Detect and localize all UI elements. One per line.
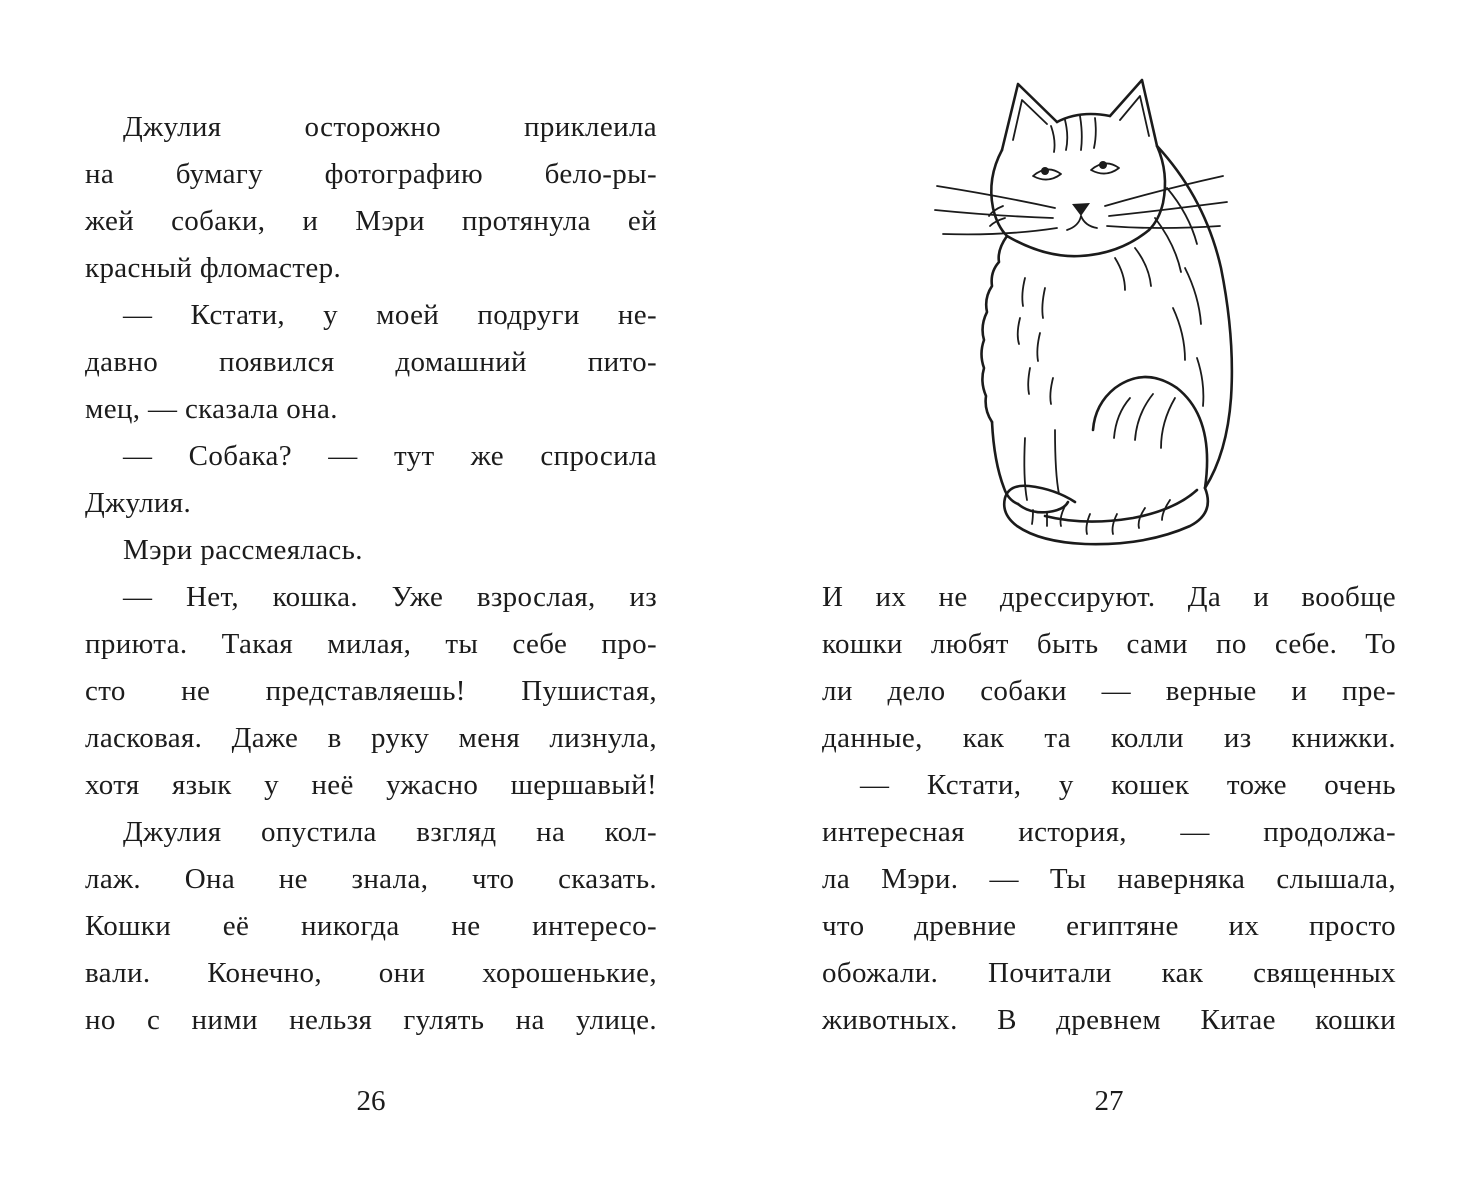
text-line: мец, — сказала она. [85,393,338,425]
text-line: ласковая. Даже в руку меня лизнула, [85,722,657,754]
right-page-number: 27 [1094,1085,1124,1117]
text-line: вали. Конечно, они хорошенькие, [85,957,657,989]
text-line: интересная история, — продолжа- [822,816,1396,848]
text-line: красный фломастер. [85,252,342,284]
text-line: лаж. Она не знала, что сказать. [85,863,657,895]
text-line: Джулия осторожно приклеила [123,111,657,143]
text-line: обожали. Почитали как священных [822,957,1396,989]
text-line: кошки любят быть сами по себе. То [822,628,1396,660]
cat-sketch-icon [905,58,1305,570]
text-line: — Кстати, у моей подруги не- [123,299,657,331]
text-line: Кошки её никогда не интересо- [85,910,657,942]
right-text-column [822,574,1396,1044]
text-line: — Нет, кошка. Уже взрослая, из [123,581,657,613]
text-line: ла Мэри. — Ты наверняка слышала, [822,863,1396,895]
text-line: И их не дрессируют. Да и вообще [822,581,1396,613]
text-line: приюта. Такая милая, ты себе про- [85,628,657,660]
text-line: Мэри рассмеялась. [123,534,363,566]
text-line: жей собаки, и Мэри протянула ей [85,205,657,237]
text-line: давно появился домашний пито- [85,346,657,378]
text-line: — Кстати, у кошек тоже очень [860,769,1396,801]
text-line: хотя язык у неё ужасно шершавый! [85,769,657,801]
text-line: Джулия. [85,487,192,519]
text-line: — Собака? — тут же спросила [123,440,657,472]
text-line: но с ними нельзя гулять на улице. [85,1004,657,1036]
cat-illustration [905,58,1305,570]
left-page-number: 26 [356,1085,386,1117]
text-line: Джулия опустила взгляд на кол- [123,816,657,848]
text-line: что древние египтяне их просто [822,910,1396,942]
text-line: ли дело собаки — верные и пре- [822,675,1396,707]
text-line: животных. В древнем Китае кошки [822,1004,1396,1036]
text-line: на бумагу фотографию бело-ры- [85,158,657,190]
text-line: данные, как та колли из книжки. [822,722,1396,754]
text-line: сто не представляешь! Пушистая, [85,675,657,707]
